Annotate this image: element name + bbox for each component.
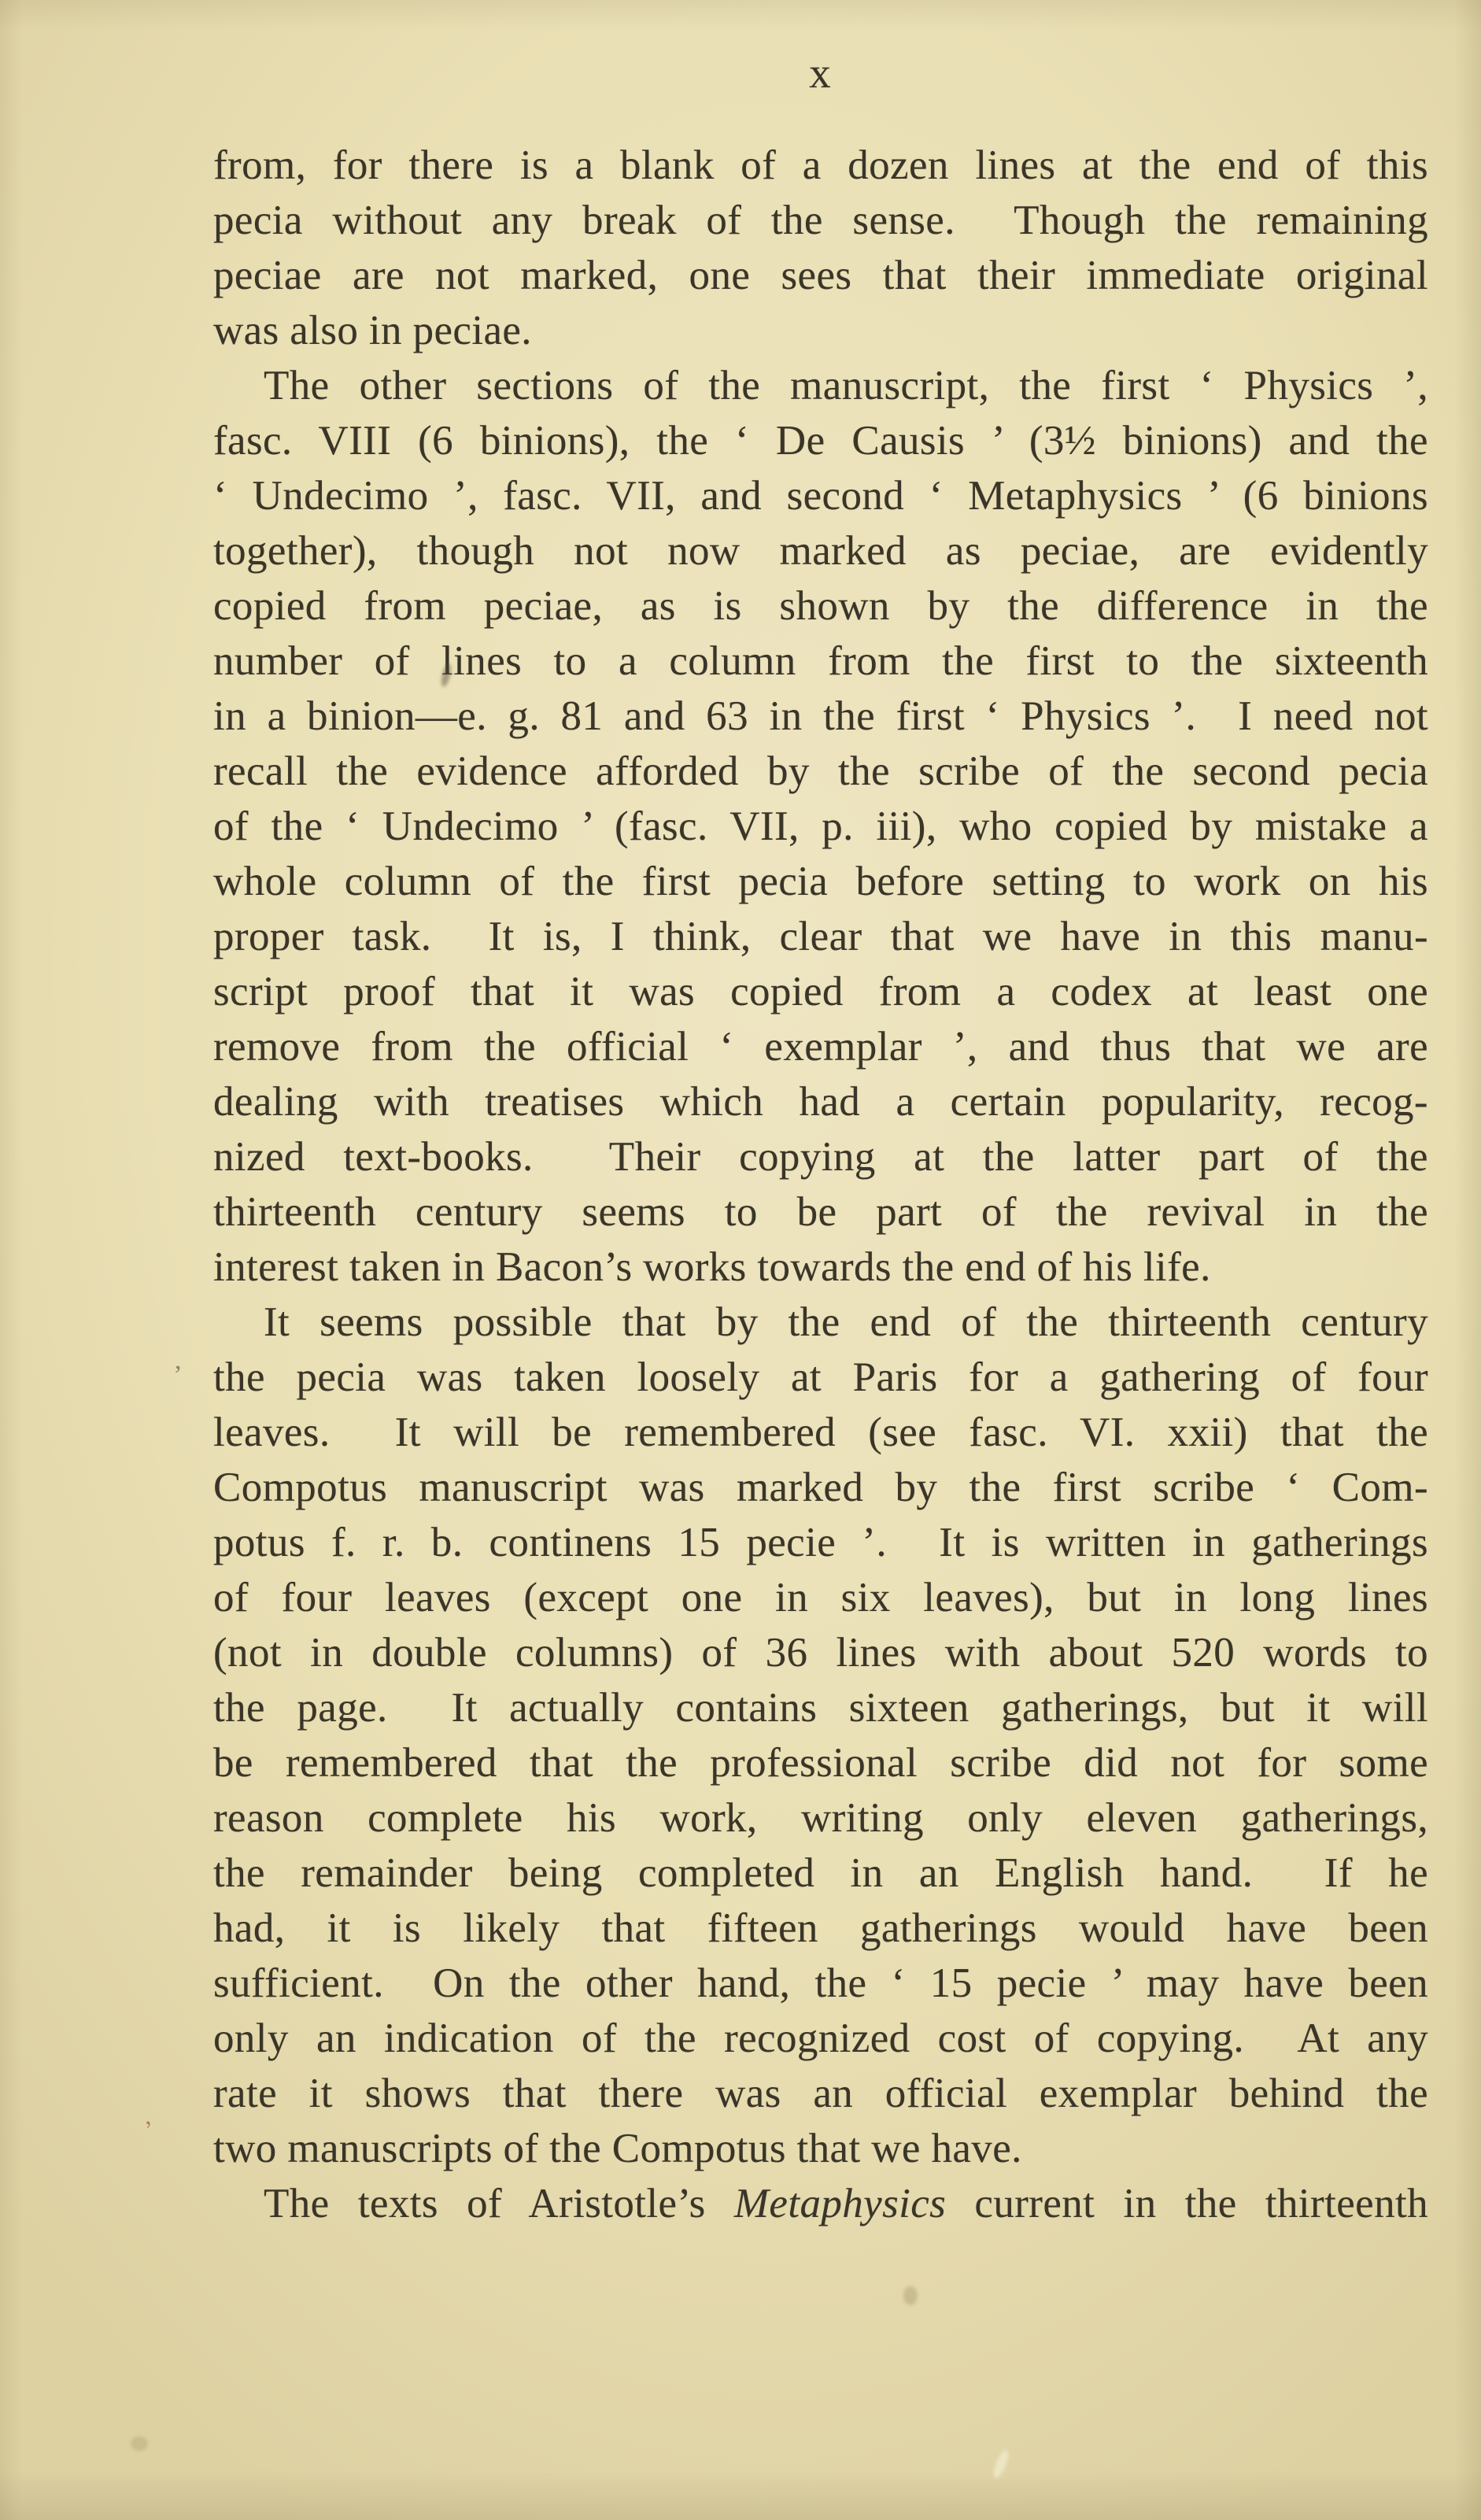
text-line: The texts of Aristotle’s Metaphysics current in the thirteenth <box>264 2181 1428 2226</box>
margin-speck-red: , <box>139 2101 153 2130</box>
text-line: two manuscripts of the Compotus that we have. <box>213 2126 1022 2171</box>
text-line: It seems possible that by the end of the thirteenth century <box>264 1299 1428 1345</box>
text-line: sufficient. On the other hand, the ‘ 15 pecie ’ may have been <box>213 1960 1428 2006</box>
text-line: had, it is likely that fifteen gatherings would have been <box>213 1905 1428 1951</box>
text-block <box>213 138 1428 2231</box>
text-line: of four leaves (except one in six leaves), but in long lines <box>213 1575 1428 1620</box>
text-line: the remainder being completed in an English hand. If he <box>213 1850 1428 1896</box>
text-line: leaves. It will be remembered (see fasc. VI. xxii) that the <box>213 1410 1428 1455</box>
paper-scratch <box>991 2448 1010 2480</box>
text-line: (not in double columns) of 36 lines with about 520 words to <box>213 1630 1428 1676</box>
text-line: rate it shows that there was an official exemplar behind the <box>213 2071 1428 2116</box>
text-line: Compotus manuscript was marked by the first scribe ‘ Com- <box>213 1465 1428 1510</box>
text-line: copied from peciae, as is shown by the difference in the <box>213 583 1428 629</box>
text-line: ‘ Undecimo ’, fasc. VII, and second ‘ Metaphysics ’ (6 binions <box>213 473 1428 519</box>
text-line: peciae are not marked, one sees that their immediate original <box>213 253 1428 298</box>
text-line: proper task. It is, I think, clear that we have in this manu- <box>213 914 1428 959</box>
page-number: x <box>809 49 833 97</box>
text-line: whole column of the first pecia before setting to work on his <box>213 859 1428 904</box>
text-line: recall the evidence afforded by the scribe of the second pecia <box>213 748 1428 794</box>
text-line: fasc. VIII (6 binions), the ‘ De Causis ’ (3½ binions) and the <box>213 418 1428 464</box>
text-line: only an indication of the recognized cost of copying. At any <box>213 2016 1428 2061</box>
text-line: number of lines to a column from the first to the sixteenth <box>213 638 1428 684</box>
text-line: in a binion—e. g. 81 and 63 in the first ‘ Physics ’. I need not <box>213 693 1428 739</box>
text-line: from, for there is a blank of a dozen lines at the end of this <box>213 142 1428 188</box>
text-line: together), though not now marked as peciae, are evidently <box>213 528 1428 574</box>
text-line: was also in peciae. <box>213 308 532 353</box>
text-line: The other sections of the manuscript, the first ‘ Physics ’, <box>264 363 1428 408</box>
text-line: be remembered that the professional scribe did not for some <box>213 1740 1428 1786</box>
text-line: nized text-books. Their copying at the latter part of the <box>213 1134 1428 1180</box>
text-line: pecia without any break of the sense. Though the remaining <box>213 198 1428 243</box>
text-line: interest taken in Bacon’s works towards the end of his life. <box>213 1244 1211 1290</box>
margin-speck-comma: , <box>175 1346 182 1375</box>
text-line: the page. It actually contains sixteen gatherings, but it will <box>213 1685 1428 1731</box>
text-line: potus f. r. b. continens 15 pecie ’. It is written in gatherings <box>213 1520 1428 1565</box>
text-line: remove from the official ‘ exemplar ’, and thus that we are <box>213 1024 1428 1070</box>
text-line: dealing with treatises which had a certain popularity, recog- <box>213 1079 1428 1125</box>
text-line: the pecia was taken loosely at Paris for a gathering of four <box>213 1354 1428 1400</box>
text-line: thirteenth century seems to be part of the revival in the <box>213 1189 1428 1235</box>
text-line: reason complete his work, writing only eleven gatherings, <box>213 1795 1428 1841</box>
paper-spot-top <box>903 2286 918 2305</box>
text-line: of the ‘ Undecimo ’ (fasc. VII, p. iii), who copied by mistake a <box>213 804 1428 849</box>
text-line: script proof that it was copied from a codex at least one <box>213 969 1428 1014</box>
paper-spot-left <box>131 2437 148 2451</box>
